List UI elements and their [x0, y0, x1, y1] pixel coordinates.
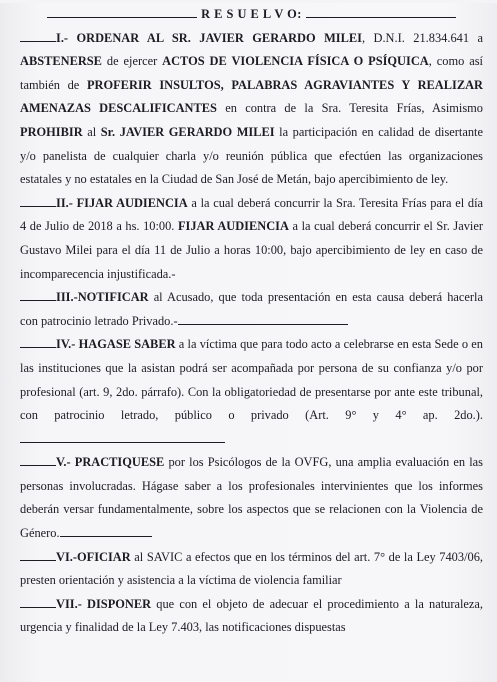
section-iii-head: NOTIFICAR	[77, 290, 149, 305]
section-i-bold-4: ACTOS DE VIOLENCIA FÍSICA O PSÍQUICA	[162, 54, 429, 69]
resolution-title: R E S U E L V O:	[201, 7, 302, 21]
blank-line	[20, 595, 56, 608]
section-vii-number: VII.-	[56, 596, 82, 611]
section-iii-number: III.-	[56, 290, 78, 305]
section-i-text-3: de ejercer	[106, 54, 158, 69]
section-vi-head: OFICIAR	[77, 549, 131, 564]
blank-line	[306, 5, 456, 18]
section-ii-text-1: a la cual deberá concurrir la Sra. Teresita Frías para el día 4 de Julio de 2018 a hs. 10:00.	[20, 195, 484, 234]
section-vii-head: DISPONER	[87, 596, 152, 611]
section-vii	[20, 593, 483, 640]
blank-line	[20, 430, 225, 443]
section-iv-text-1: a la víctima que para todo acto a celebrarse en esta Sede o en las instituciones que la asistan podrá ser acompañada por persona de su confianza y/o por profesional (art. 9, 2do. párrafo). Con la obligatoriedad de presentarse por ante este tribunal, con patrocinio letrado, público o privado (Art. 9° y 4° ap. 2do.).	[20, 337, 483, 423]
section-ii-text-3: a la cual deberá concurrir el Sr. Javier Gustavo Milei para el día 11 de Julio a horas 10:00, bajo apercibimiento de ley en caso de incomparecencia injustificada.-	[20, 219, 483, 281]
blank-line	[20, 548, 56, 561]
section-i-text-5: , como así también de	[20, 54, 483, 92]
section-i-bold-10: Sr. JAVIER GERARDO MILEI	[100, 124, 275, 139]
section-iii	[20, 286, 483, 333]
section-i-bold-2: ABSTENERSE	[20, 54, 102, 69]
section-iii-text-1: al Acusado, que toda presentación en esta causa deberá hacerla con patrocinio letrado Privado.-	[20, 290, 483, 328]
section-i-head: ORDENAR AL SR. JAVIER GERARDO MILEI	[76, 30, 362, 45]
blank-line	[20, 335, 56, 348]
blank-line	[20, 29, 56, 42]
section-ii	[20, 192, 483, 286]
section-vi-number: VI.-	[56, 549, 77, 564]
section-ii-bold-2: FIJAR AUDIENCIA	[177, 219, 289, 234]
section-iv-head: HAGASE SABER	[78, 337, 176, 352]
blank-line	[178, 312, 348, 325]
section-v-text-1: por los Psicólogos de la OVFG, una amplia evaluación en las personas involucradas. Hágase saber a los profesionales intervinientes que los informes deberán versar fundamentalmente, sobre los aspectos que se relacionen con la Violencia de Género.	[20, 455, 483, 541]
section-i-text-7: en contra de la Sra. Teresita Frías, Asimismo	[225, 101, 484, 116]
section-i-bold-6: PROFERIR INSULTOS, PALABRAS AGRAVIANTES Y REALIZAR AMENAZAS DESCALIFICANTES	[20, 77, 483, 116]
section-v-head: PRACTIQUESE	[74, 455, 165, 470]
section-i-bold-8: PROHIBIR	[20, 124, 83, 139]
blank-line	[20, 194, 56, 207]
section-i	[20, 27, 483, 192]
section-v-number: V.-	[56, 455, 71, 470]
section-vii-text-1: que con el objeto de adecuar el procedimiento a la naturaleza, urgencia y finalidad de la Ley 7.403, las notificaciones dispuestas	[20, 596, 484, 635]
document-page	[0, 3, 497, 682]
section-v	[20, 451, 483, 545]
section-ii-head: FIJAR AUDIENCIA	[76, 195, 188, 210]
resolution-heading	[20, 3, 483, 27]
section-i-number: I.-	[56, 30, 69, 45]
section-vi	[20, 546, 483, 593]
blank-line	[60, 524, 152, 537]
section-iv	[20, 333, 483, 451]
blank-line	[20, 288, 56, 301]
blank-line	[47, 5, 197, 18]
section-i-text-11: la participación en calidad de disertante y/o panelista de cualquier charla y/o reunión pública que efectúen las organizaciones estatales y no estatales en la Ciudad de San José de Metán, bajo apercibimiento de ley.	[20, 124, 483, 187]
section-iv-number: IV.-	[56, 337, 76, 352]
section-i-text-9: al	[87, 124, 97, 139]
blank-line	[20, 453, 56, 466]
section-ii-number: II.-	[56, 195, 73, 210]
section-i-text-1: , D.N.I. 21.834.641 a	[361, 30, 483, 45]
section-vi-text-1: al SAVIC a efectos que en los términos del art. 7° de la Ley 7403/06, presten orientación y asistencia a la víctima de violencia familiar	[20, 549, 483, 588]
